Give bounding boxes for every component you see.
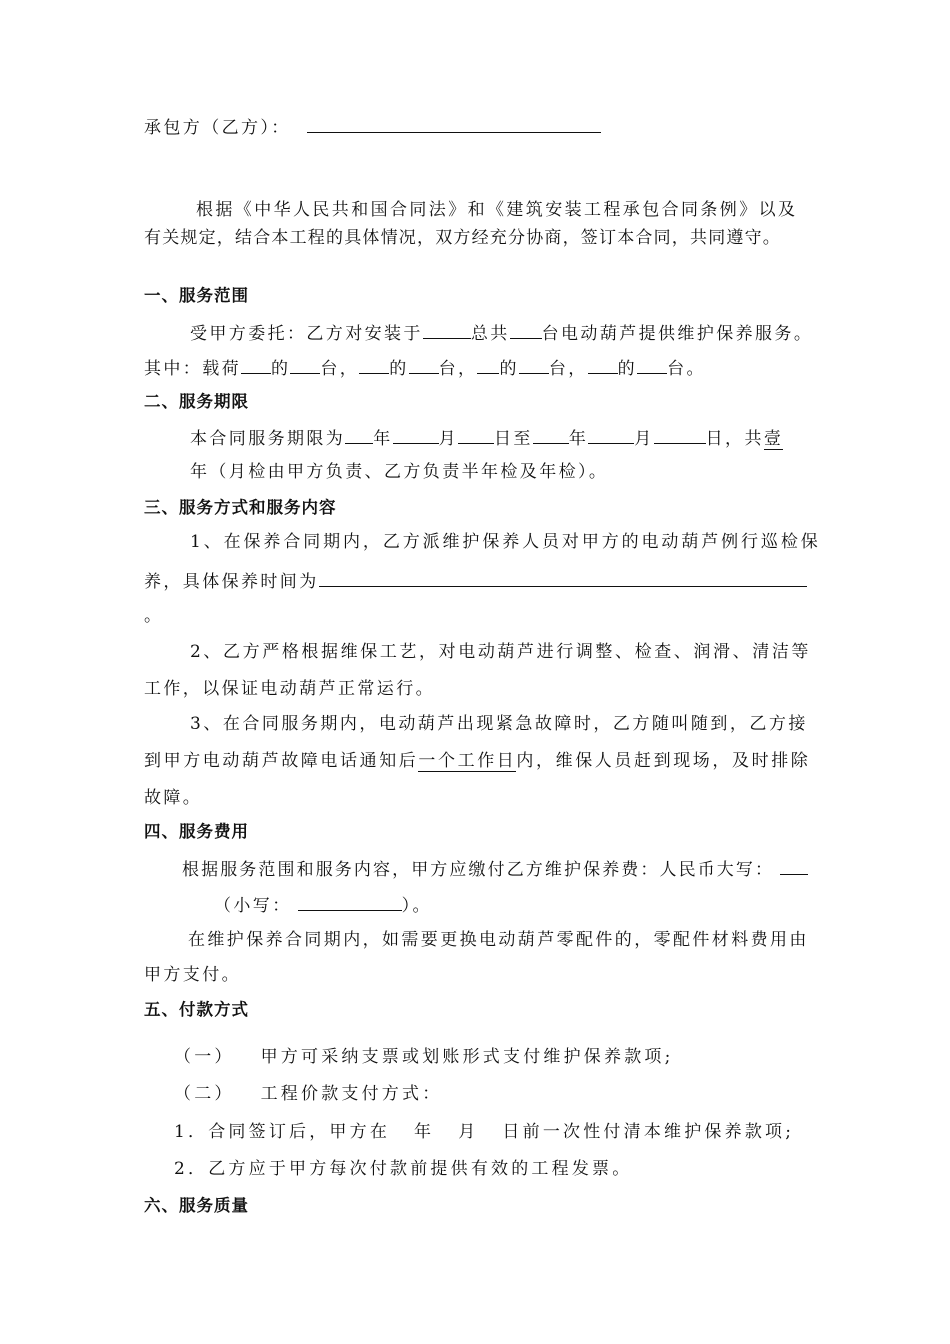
duration-value: 壹 [763,429,784,449]
s1-total-blank [510,320,542,339]
party-b-line [144,114,601,140]
s1-load-blank [588,355,618,374]
s1-count-blank [519,355,549,374]
section-4-title: 四、服务费用 [144,822,249,841]
maintenance-time-blank [319,568,807,587]
party-b-blank [307,114,601,133]
s3-p3-line-2: 到甲方电动葫芦故障电话通知后一个工作日内，维保人员赶到现场，及时排除 [144,751,811,771]
amount-words-blank [780,856,808,875]
s1-load-blank [477,355,499,374]
s3-p1-line-2: 养，具体保养时间为 [144,568,807,594]
end-day-blank [654,425,706,444]
end-month-blank [588,425,634,444]
section-6-title: 六、服务质量 [144,1196,249,1215]
party-b-label: 承包方（乙方）： [144,118,291,138]
intro-line-1: 根据《中华人民共和国合同法》和《建筑安装工程承包合同条例》以及 [196,200,798,220]
s1-count-blank [290,355,320,374]
s5-item-3: 1．合同签订后，甲方在 年 月 日前一次性付清本维护保养款项; [174,1122,795,1142]
s1-line-2: 其中：载荷 的 台， 的 台， 的 台， 的 台。 [144,355,706,381]
start-month-blank [393,425,439,444]
s3-p2-line-2: 工作，以保证电动葫芦正常运行。 [144,679,435,699]
s1-count-blank [637,355,667,374]
s3-p1-line-1: 1、在保养合同期内，乙方派维护保养人员对甲方的电动葫芦例行巡检保 [190,532,821,552]
s4-line-2: （小写： ）。 [214,892,432,918]
intro-line-2: 有关规定，结合本工程的具体情况，双方经充分协商，签订本合同，共同遵守。 [144,228,781,248]
start-year-blank [345,425,373,444]
s1-count-blank [409,355,439,374]
s4-line-3: 在维护保养合同期内，如需要更换电动葫芦零配件的，零配件材料费用由 [188,930,809,950]
s5-item-4: 2．乙方应于甲方每次付款前提供有效的工程发票。 [174,1159,633,1179]
s3-p3-line-1: 3、在合同服务期内，电动葫芦出现紧急故障时，乙方随叫随到，乙方接 [190,714,808,734]
s1-load-blank [241,355,271,374]
s3-p2-line-1: 2、乙方严格根据维保工艺，对电动葫芦进行调整、检查、润滑、清洁等 [190,642,812,662]
s3-p3-line-3: 故障。 [144,788,203,808]
response-time: 一个工作日 [418,751,517,771]
s3-p1-line-3: 。 [144,606,161,626]
s2-line-2: 年（月检由甲方负责、乙方负责半年检及年检）。 [190,462,609,482]
section-2-title: 二、服务期限 [144,392,249,411]
section-5-title: 五、付款方式 [144,1000,249,1019]
s5-item-2: （二） 工程价款支付方式： [174,1084,443,1104]
s5-item-1: （一） 甲方可采纳支票或划账形式支付维护保养款项; [174,1047,674,1067]
end-year-blank [533,425,569,444]
section-3-title: 三、服务方式和服务内容 [144,498,337,517]
s1-line-1: 受甲方委托：乙方对安装于 总共 台电动葫芦提供维护保养服务。 [190,320,813,346]
s2-line-1: 本合同服务期限为 年 月 日至 年 月 日，共壹 [190,425,783,451]
start-day-blank [458,425,494,444]
amount-figures-blank [298,892,402,911]
s1-location-blank [423,320,471,339]
s1-load-blank [359,355,389,374]
s4-line-4: 甲方支付。 [144,965,241,985]
section-1-title: 一、服务范围 [144,286,249,305]
s4-line-1: 根据服务范围和服务内容，甲方应缴付乙方维护保养费：人民币大写： [182,856,808,882]
